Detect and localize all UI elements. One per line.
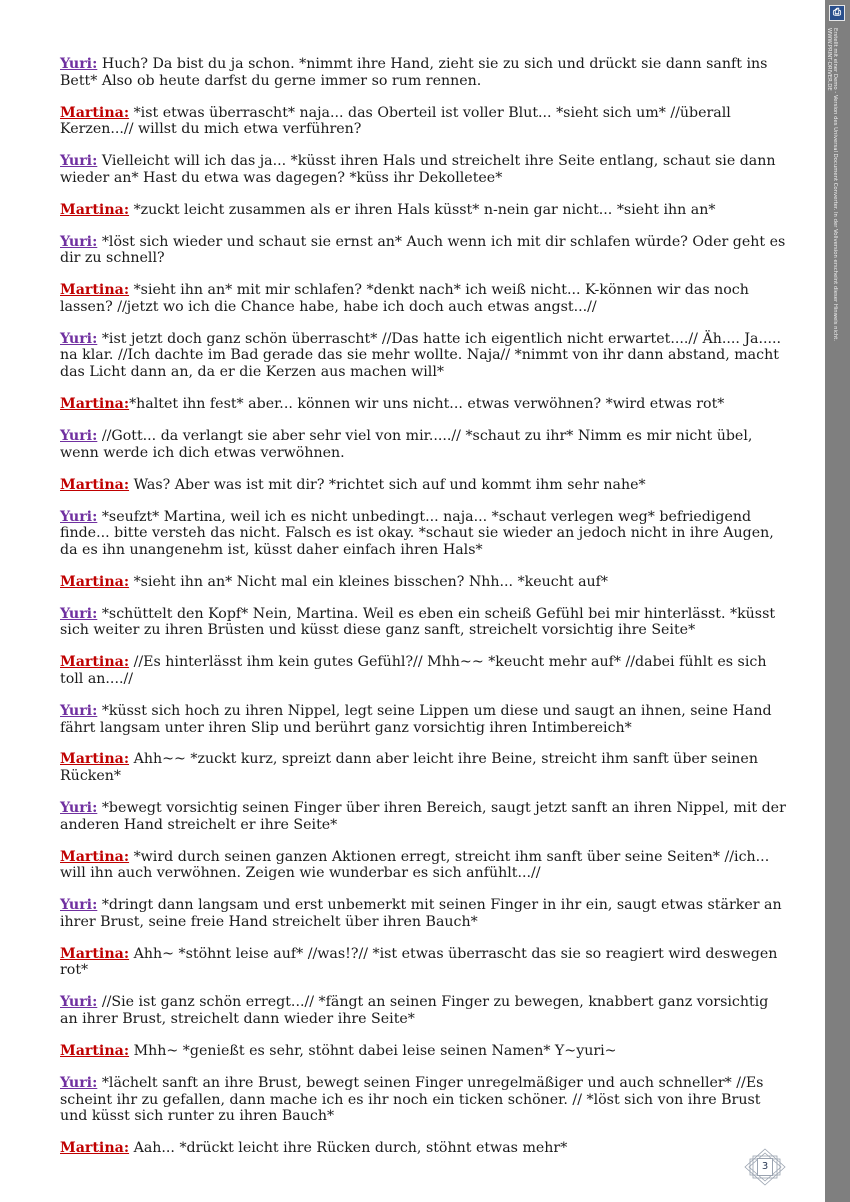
- dialogue-line: [60, 1075, 788, 1125]
- dialogue-text-span: Ahh~ *stöhnt leise auf* //was!?// *ist etwas überrascht das sie so reagiert wird deswegen rot*: [60, 945, 778, 979]
- dialogue-line: [60, 428, 788, 461]
- dialogue-text-span: Was? Aber was ist mit dir? *richtet sich auf und kommt ihm sehr nahe*: [129, 476, 646, 493]
- speaker-name: Yuri:: [60, 800, 98, 817]
- dialogue-text-span: //Gott... da verlangt sie aber sehr viel von mir.....// *schaut zu ihr* Nimm es mir nicht übel, wenn werde ich dich etwas verwöhnen.: [60, 428, 753, 461]
- speaker-name: Martina:: [60, 104, 130, 121]
- dialogue-text-span: Ahh~~ *zuckt kurz, spreizt dann aber leicht ihre Beine, streicht ihm sanft über seinen Rücken*: [60, 751, 758, 785]
- dialogue-line: [60, 56, 788, 89]
- watermark-notice: [816, 28, 838, 388]
- speaker-name: Yuri:: [60, 56, 98, 72]
- speaker-name: Martina:: [60, 848, 130, 865]
- dialogue-text-span: *haltet ihn fest* aber... können wir uns nicht... etwas verwöhnen? *wird etwas rot*: [129, 396, 725, 413]
- dialogue-line: [60, 396, 788, 413]
- dialogue-line: [60, 105, 788, 138]
- dialogue-text-span: Aah... *drückt leicht ihre Rücken durch, stöhnt etwas mehr*: [129, 1140, 568, 1157]
- speaker-name: Martina:: [60, 282, 130, 299]
- dialogue-text-span: *dringt dann langsam und erst unbemerkt mit seinen Finger in ihr ein, saugt etwas stärker an ihrer Brust, seine freie Hand streichelt über ihren Bauch*: [60, 897, 782, 930]
- dialogue-text-span: *wird durch seinen ganzen Aktionen erregt, streicht ihm sanft über seine Seiten* //ich... will ihn auch verwöhnen. Zeigen wie wunderbar es sich anfühlt...//: [60, 848, 770, 882]
- dialogue-text-span: *bewegt vorsichtig seinen Finger über ihren Bereich, saugt jetzt sanft an ihren Nippel, mit der anderen Hand streichelt er ihre Seite*: [60, 800, 786, 833]
- speaker-name: Martina:: [60, 654, 130, 671]
- page-number: 3: [757, 1158, 773, 1176]
- dialogue-line: [60, 202, 788, 219]
- dialogue-line: [60, 703, 788, 736]
- speaker-name: Yuri:: [60, 233, 98, 250]
- dialogue-line: [60, 800, 788, 833]
- dialogue-line: [60, 153, 788, 186]
- speaker-name: Yuri:: [60, 994, 98, 1011]
- dialogue-line: [60, 654, 788, 687]
- dialogue-line: [60, 849, 788, 882]
- dialogue-line: [60, 574, 788, 591]
- dialogue-text-span: *seufzt* Martina, weil ich es nicht unbedingt... naja... *schaut verlegen weg* befriedigend finde... bitte versteh das nicht. Falsch es ist okay. *schaut sie wieder an jedoch nicht in ihre Augen, da es ihn unangenehm ist, küsst daher einfach ihren Hals*: [60, 508, 774, 558]
- dialogue-text-span: Mhh~ *genießt es sehr, stöhnt dabei leise seinen Namen* Y~yuri~: [129, 1042, 617, 1059]
- dialogue-text-span: *ist etwas überrascht* naja... das Oberteil ist voller Blut... *sieht sich um* //überall Kerzen...// willst du mich etwa verführen?: [60, 104, 731, 138]
- dialogue-line: [60, 331, 788, 381]
- speaker-name: Yuri:: [60, 605, 98, 622]
- speaker-name: Yuri:: [60, 897, 98, 914]
- dialogue-line: [60, 282, 788, 315]
- dialogue-line: [60, 509, 788, 559]
- dialogue-line: [60, 606, 788, 639]
- dialogue-line: [60, 477, 788, 494]
- dialogue-text-span: *sieht ihn an* Nicht mal ein kleines bisschen? Nhh... *keucht auf*: [129, 573, 609, 590]
- dialogue-text-span: //Sie ist ganz schön erregt...// *fängt an seinen Finger zu bewegen, knabbert ganz vorsichtig an ihrer Brust, streichelt dann wieder ihre Seite*: [60, 994, 769, 1027]
- speaker-name: Martina:: [60, 201, 130, 218]
- dialogue-line: [60, 1043, 788, 1060]
- dialogue-line: [60, 234, 788, 267]
- speaker-name: Martina:: [60, 1042, 130, 1059]
- dialogue-text-span: *zuckt leicht zusammen als er ihren Hals küsst* n-nein gar nicht... *sieht ihn an*: [129, 201, 716, 218]
- printer-logo-icon: ⎙: [829, 5, 845, 21]
- speaker-name: Martina:: [60, 476, 130, 493]
- dialogue-text-span: *schüttelt den Kopf* Nein, Martina. Weil es eben ein scheiß Gefühl bei mir hinterlässt. *küsst sich weiter zu ihren Brüsten und küsst diese ganz sanft, streichelt vorsichtig ihre Seite*: [60, 605, 776, 639]
- speaker-name: Martina:: [60, 573, 130, 590]
- dialogue-text-span: *ist jetzt doch ganz schön überrascht* //Das hatte ich eigentlich nicht erwartet....// Äh.... Ja..... na klar. //Ich dachte im Bad gerade das sie mehr wollte. Naja// *nimmt von ihr dann abstand, macht das Licht dann an, da er die Kerzen aus machen will*: [60, 330, 782, 381]
- speaker-name: Martina:: [60, 945, 130, 962]
- speaker-name: Yuri:: [60, 330, 98, 347]
- dialogue-text-span: *sieht ihn an* mit mir schlafen? *denkt nach* ich weiß nicht... K-können wir das noch lassen? //jetzt wo ich die Chance habe, habe ich doch auch etwas angst...//: [60, 282, 749, 315]
- dialogue-line: [60, 946, 788, 979]
- dialogue-line: [60, 994, 788, 1027]
- speaker-name: Yuri:: [60, 153, 98, 170]
- dialogue-text-span: *küsst sich hoch zu ihren Nippel, legt seine Lippen um diese und saugt an ihnen, seine Hand fährt langsam unter ihren Slip und berührt ganz vorsichtig ihren Intimbereich*: [60, 702, 772, 736]
- speaker-name: Yuri:: [60, 702, 98, 719]
- dialogue-text-span: Vielleicht will ich das ja... *küsst ihren Hals und streichelt ihre Seite entlang, schaut sie dann wieder an* Hast du etwa was dagegen? *küss ihr Dekolletee*: [60, 153, 776, 186]
- page-number-badge: [744, 1148, 786, 1186]
- dialogue-text-span: //Es hinterlässt ihm kein gutes Gefühl?// Mhh~~ *keucht mehr auf* //dabei fühlt es sich toll an....//: [60, 654, 767, 687]
- speaker-name: Yuri:: [60, 428, 98, 445]
- dialogue-text-span: *lächelt sanft an ihre Brust, bewegt seinen Finger unregelmäßiger und auch schneller* //Es scheint ihr zu gefallen, dann mache ich es ihr noch ein ticken schöner. // *löst sich von ihre Brust und küsst sich runter zu ihren Bauch*: [60, 1074, 764, 1125]
- speaker-name: Yuri:: [60, 508, 98, 525]
- dialogue-line: [60, 897, 788, 930]
- speaker-name: Yuri:: [60, 1074, 98, 1091]
- watermark-line-2: WWW.PRINT-DRIVER.DE: [825, 28, 832, 91]
- dialogue-line: [60, 1140, 788, 1157]
- watermark-line-1: Erstellt mit einer Demo - Version des Universal Document Converter. In der Vollversion erscheint dieser Hinweis nicht.: [832, 28, 838, 342]
- speaker-name: Martina:: [60, 396, 130, 413]
- dialogue-text-span: *löst sich wieder und schaut sie ernst an* Auch wenn ich mit dir schlafen würde? Oder geht es dir zu schnell?: [60, 233, 786, 267]
- speaker-name: Martina:: [60, 751, 130, 768]
- dialogue-line: [60, 751, 788, 784]
- speaker-name: Martina:: [60, 1140, 130, 1157]
- dialogue-text: [60, 56, 788, 1172]
- dialogue-text-span: Huch? Da bist du ja schon. *nimmt ihre Hand, zieht sie zu sich und drückt sie dann sanft ins Bett* Also ob heute darfst du gerne immer so rum rennen.: [60, 56, 768, 89]
